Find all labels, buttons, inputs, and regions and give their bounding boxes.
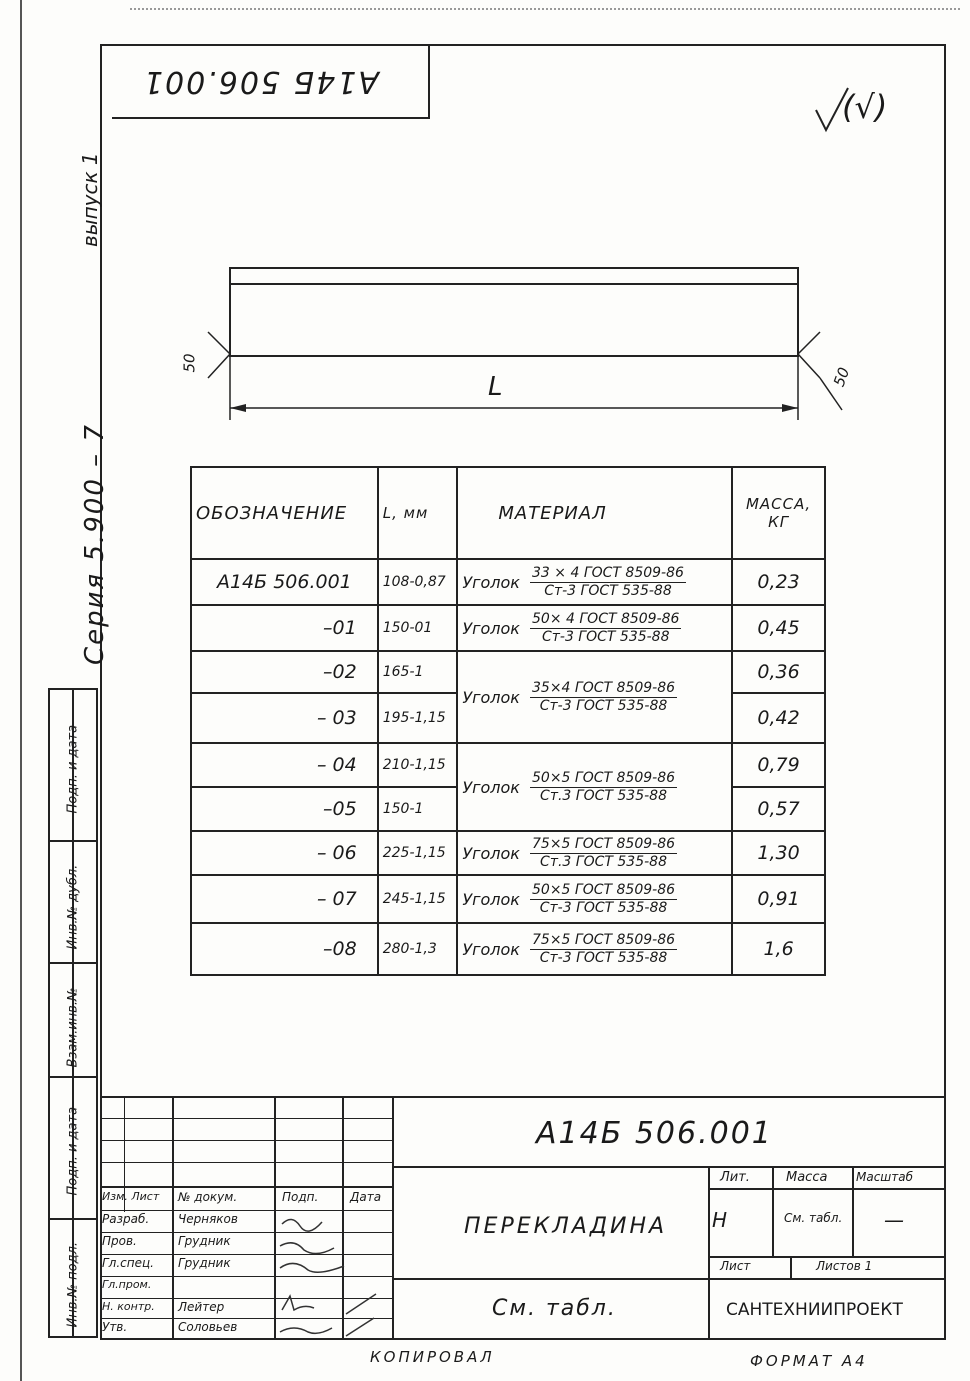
cell-mass: 0,45 — [732, 605, 825, 651]
material-top: 50×5 ГОСТ 8509-86 — [532, 769, 676, 786]
material-label: Уголок — [462, 572, 520, 592]
side-series: Серия 5.900 – 7 — [80, 423, 110, 665]
material-top: 75×5 ГОСТ 8509-86 — [532, 835, 676, 852]
cell-material — [457, 605, 732, 651]
tb-role-3: Гл.пром. — [102, 1278, 152, 1291]
cell-mass: 1,6 — [732, 923, 825, 975]
tb-hdr-3: Дата — [350, 1190, 382, 1204]
cell-material — [457, 875, 732, 923]
cell-length: 150-01 — [378, 605, 458, 651]
material-top: 75×5 ГОСТ 8509-86 — [532, 931, 676, 948]
cell-designation: – 07 — [191, 875, 378, 923]
tb-sheet: Лист — [720, 1259, 751, 1273]
material-bottom: Ст-3 ГОСТ 535-88 — [541, 628, 670, 645]
header-mass: МАССА, КГ — [732, 467, 825, 559]
tb-mass-value: См. табл. — [784, 1211, 843, 1225]
tb-name-0: Черняков — [178, 1212, 238, 1226]
cell-length: 195-1,15 — [378, 693, 458, 743]
tb-role-5: Утв. — [102, 1320, 128, 1334]
cell-mass: 0,91 — [732, 875, 825, 923]
tb-name-5: Соловьев — [178, 1320, 238, 1334]
tb-role-0: Разраб. — [102, 1212, 150, 1226]
tb-role-4: Н. контр. — [102, 1300, 155, 1313]
material-top: 50× 4 ГОСТ 8509-86 — [532, 610, 680, 627]
roughness-mark — [808, 80, 908, 144]
cell-mass: 0,36 — [732, 651, 825, 693]
side-vypusk: выпуск 1 — [78, 152, 102, 247]
table-row — [191, 923, 825, 975]
dimension-L: L — [488, 372, 503, 402]
tb-hdr-0: Изм. Лист — [102, 1190, 160, 1203]
cell-material — [457, 831, 732, 875]
stamp-col-4: Инв.№ подл. — [65, 1241, 81, 1328]
stamp-col-2: Взам.инв.№ — [65, 987, 81, 1068]
cell-mass: 1,30 — [732, 831, 825, 875]
footer-format: ФОРМАТ А4 — [750, 1352, 868, 1370]
table-row — [191, 605, 825, 651]
cell-designation: –08 — [191, 923, 378, 975]
cell-mass: 0,23 — [732, 559, 825, 605]
cell-material — [457, 559, 732, 605]
material-top: 35×4 ГОСТ 8509-86 — [532, 679, 676, 696]
cell-length: 150-1 — [378, 787, 458, 831]
stamp-col-0: Подп. и дата — [65, 724, 81, 814]
material-bottom: Ст-3 ГОСТ 535-88 — [539, 899, 668, 916]
cell-length: 210-1,15 — [378, 743, 458, 787]
material-bottom: Ст.3 ГОСТ 535-88 — [540, 787, 667, 804]
left-stamp-column — [48, 688, 98, 1338]
material-bottom: Ст.3 ГОСТ 535-88 — [540, 853, 667, 870]
tb-role-2: Гл.спец. — [102, 1256, 154, 1270]
tb-org: САНТЕХНИИПРОЕКТ — [726, 1300, 903, 1320]
material-label: Уголок — [462, 777, 520, 797]
cell-designation: – 06 — [191, 831, 378, 875]
tb-lit-label: Лит. — [720, 1170, 750, 1185]
material-label: Уголок — [462, 843, 520, 863]
material-top: 33 × 4 ГОСТ 8509-86 — [532, 564, 684, 581]
cell-material — [457, 743, 732, 831]
table-row — [191, 559, 825, 605]
tb-sheets: Листов 1 — [816, 1259, 873, 1273]
footer-copied: КОПИРОВАЛ — [370, 1348, 495, 1366]
material-label: Уголок — [462, 618, 520, 638]
cell-length: 165-1 — [378, 651, 458, 693]
cell-designation: –05 — [191, 787, 378, 831]
material-bottom: Ст-3 ГОСТ 535-88 — [539, 697, 668, 714]
cell-length: 108-0,87 — [378, 559, 458, 605]
signatures-icon — [276, 1210, 386, 1340]
tb-name-1: Грудник — [178, 1234, 231, 1248]
cell-mass: 0,42 — [732, 693, 825, 743]
tb-hdr-2: Подп. — [282, 1190, 319, 1204]
cell-mass: 0,79 — [732, 743, 825, 787]
material-label: Уголок — [462, 687, 520, 707]
cell-material — [457, 651, 732, 743]
top-stamp-box — [112, 44, 430, 119]
cell-designation: – 04 — [191, 743, 378, 787]
tb-name-2: Грудник — [178, 1256, 231, 1270]
cell-designation: –01 — [191, 605, 378, 651]
part-drawing — [170, 260, 870, 430]
cut-right-label: 50 — [829, 364, 854, 390]
cell-designation: А14Б 506.001 — [191, 559, 378, 605]
material-bottom: Ст-3 ГОСТ 535-88 — [544, 582, 672, 599]
tb-scale-value: — — [884, 1208, 904, 1232]
cut-left-label: 50 — [180, 353, 199, 373]
tb-role-1: Пров. — [102, 1234, 137, 1248]
tb-doc-number: А14Б 506.001 — [536, 1116, 773, 1151]
tb-name-4: Лейтер — [178, 1300, 225, 1314]
table-row — [191, 831, 825, 875]
tb-hdr-1: № докум. — [178, 1190, 238, 1204]
roughness-symbol: (√) — [842, 88, 888, 126]
spec-table — [190, 466, 826, 976]
top-dotted-edge — [130, 8, 960, 10]
table-row — [191, 875, 825, 923]
header-material: МАТЕРИАЛ — [457, 467, 732, 559]
cell-designation: – 03 — [191, 693, 378, 743]
material-top: 50×5 ГОСТ 8509-86 — [532, 881, 676, 898]
cell-length: 280-1,3 — [378, 923, 458, 975]
tb-mass-label: Масса — [786, 1170, 828, 1185]
flipped-doc-number: А14Б 506.001 — [142, 64, 379, 99]
material-bottom: Ст-3 ГОСТ 535-88 — [539, 949, 668, 966]
cell-length: 225-1,15 — [378, 831, 458, 875]
table-row — [191, 743, 825, 787]
stamp-col-3: Подп. и дата — [65, 1106, 81, 1196]
material-label: Уголок — [462, 939, 520, 959]
header-length: L, мм — [378, 467, 458, 559]
tb-part-name: ПЕРЕКЛАДИНА — [464, 1214, 668, 1239]
cell-length: 245-1,15 — [378, 875, 458, 923]
table-row — [191, 651, 825, 693]
cell-mass: 0,57 — [732, 787, 825, 831]
tb-lit-value: Н — [712, 1208, 728, 1232]
header-designation: ОБОЗНАЧЕНИЕ — [191, 467, 378, 559]
table-header-row — [191, 467, 825, 559]
cell-designation: –02 — [191, 651, 378, 693]
tb-material: См. табл. — [492, 1296, 617, 1321]
title-block — [100, 1096, 946, 1340]
stamp-col-1: Инв.№ дубл. — [65, 864, 81, 950]
outer-border-line — [20, 0, 22, 1381]
cell-material — [457, 923, 732, 975]
material-label: Уголок — [462, 889, 520, 909]
tb-scale-label: Масштаб — [856, 1170, 914, 1184]
